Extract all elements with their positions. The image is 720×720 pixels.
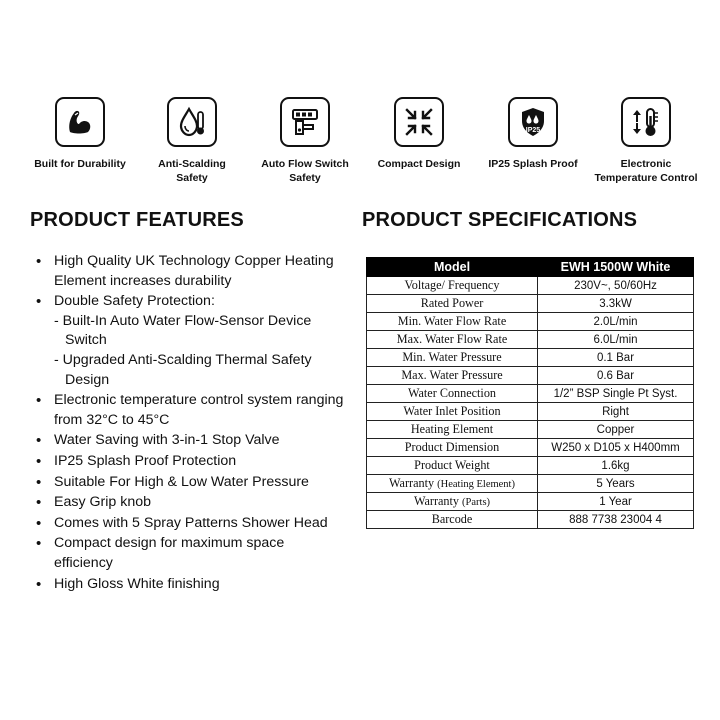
icon-cell-compact xyxy=(359,97,479,171)
spec-value: 888 7738 23004 4 xyxy=(538,511,694,529)
list-item: • Easy Grip knob xyxy=(36,493,346,513)
header-label: Model xyxy=(367,258,538,277)
table-row xyxy=(367,421,694,439)
spec-value: 1/2” BSP Single Pt Syst. xyxy=(538,385,694,403)
table-row xyxy=(367,349,694,367)
spec-value: 6.0L/min xyxy=(538,331,694,349)
spec-value: 230V~, 50/60Hz xyxy=(538,277,694,295)
icon-cell-flow-switch xyxy=(245,97,365,185)
icon-label: Built for Durability xyxy=(34,158,126,170)
features-list xyxy=(36,252,346,595)
spec-label: Water Inlet Position xyxy=(367,403,538,421)
spec-label: Warranty (Heating Element) xyxy=(367,475,538,493)
list-item: • High Quality UK Technology Copper Heating Element increases durability xyxy=(36,252,346,291)
list-item: • Water Saving with 3-in-1 Stop Valve xyxy=(36,431,346,451)
flow-switch-icon xyxy=(280,97,330,147)
spec-label: Min. Water Flow Rate xyxy=(367,313,538,331)
table-row xyxy=(367,331,694,349)
spec-label-note: (Heating Element) xyxy=(437,479,515,490)
list-item: • Suitable For High & Low Water Pressure xyxy=(36,473,346,493)
header-value: EWH 1500W White xyxy=(538,258,694,277)
icon-cell-anti-scalding xyxy=(132,97,252,185)
spec-label: Barcode xyxy=(367,511,538,529)
spec-value: 2.0L/min xyxy=(538,313,694,331)
table-row xyxy=(367,277,694,295)
spec-label: Product Dimension xyxy=(367,439,538,457)
icon-label: Auto Flow Switch Safety xyxy=(261,158,349,184)
list-item: • Electronic temperature control system ranging from 32°C to 45°C xyxy=(36,391,346,430)
table-row xyxy=(367,493,694,511)
features-title: PRODUCT FEATURES xyxy=(30,209,244,231)
spec-label: Max. Water Flow Rate xyxy=(367,331,538,349)
spec-value: 0.6 Bar xyxy=(538,367,694,385)
table-row xyxy=(367,457,694,475)
spec-value: 3.3kW xyxy=(538,295,694,313)
sub-list-item: - Built-In Auto Water Flow-Sensor Device Switch xyxy=(54,312,312,349)
icon-label: Compact Design xyxy=(377,158,461,170)
shield-ip25-icon xyxy=(508,97,558,147)
spec-label-note: (Parts) xyxy=(462,497,491,508)
water-drop-thermometer-icon xyxy=(167,97,217,147)
icon-label: Electronic Temperature Control xyxy=(594,158,698,184)
spec-label: Water Connection xyxy=(367,385,538,403)
table-row xyxy=(367,475,694,493)
table-header-row xyxy=(367,258,694,277)
temperature-control-icon xyxy=(621,97,671,147)
icon-cell-ip25 xyxy=(473,97,593,171)
feature-icons-row xyxy=(0,97,720,197)
spec-label: Warranty (Parts) xyxy=(367,493,538,511)
spec-label: Max. Water Pressure xyxy=(367,367,538,385)
ip25-badge-text: IP25 xyxy=(525,127,541,134)
icon-label: IP25 Splash Proof xyxy=(488,158,578,170)
sub-list-item: - Upgraded Anti-Scalding Thermal Safety Design xyxy=(54,351,312,388)
table-row xyxy=(367,403,694,421)
spec-label: Rated Power xyxy=(367,295,538,313)
spec-table xyxy=(366,257,694,529)
list-item: • Double Safety Protection: - Built-In Auto Water Flow-Sensor Device Switch - Upgraded Anti-Scalding Thermal Safety Design xyxy=(36,292,346,390)
list-item: • Compact design for maximum space efficiency xyxy=(36,534,346,573)
specs-title: PRODUCT SPECIFICATIONS xyxy=(362,209,638,231)
list-item: • High Gloss White finishing xyxy=(36,575,346,595)
list-item: • Comes with 5 Spray Patterns Shower Head xyxy=(36,514,346,534)
icon-label: Anti-Scalding Safety xyxy=(158,158,226,184)
spec-value: Right xyxy=(538,403,694,421)
spec-label: Product Weight xyxy=(367,457,538,475)
spec-value: 5 Years xyxy=(538,475,694,493)
list-item: • IP25 Splash Proof Protection xyxy=(36,452,346,472)
table-row xyxy=(367,313,694,331)
spec-value: 0.1 Bar xyxy=(538,349,694,367)
table-row xyxy=(367,385,694,403)
spec-value: W250 x D105 x H400mm xyxy=(538,439,694,457)
spec-value: 1.6kg xyxy=(538,457,694,475)
compress-arrows-icon xyxy=(394,97,444,147)
table-row xyxy=(367,295,694,313)
spec-label: Min. Water Pressure xyxy=(367,349,538,367)
spec-value: 1 Year xyxy=(538,493,694,511)
spec-label: Voltage/ Frequency xyxy=(367,277,538,295)
table-row xyxy=(367,367,694,385)
table-row xyxy=(367,511,694,529)
icon-cell-durability xyxy=(20,97,140,171)
spec-label: Heating Element xyxy=(367,421,538,439)
spec-value: Copper xyxy=(538,421,694,439)
arm-muscle-icon xyxy=(55,97,105,147)
icon-cell-temperature xyxy=(586,97,706,185)
table-row xyxy=(367,439,694,457)
